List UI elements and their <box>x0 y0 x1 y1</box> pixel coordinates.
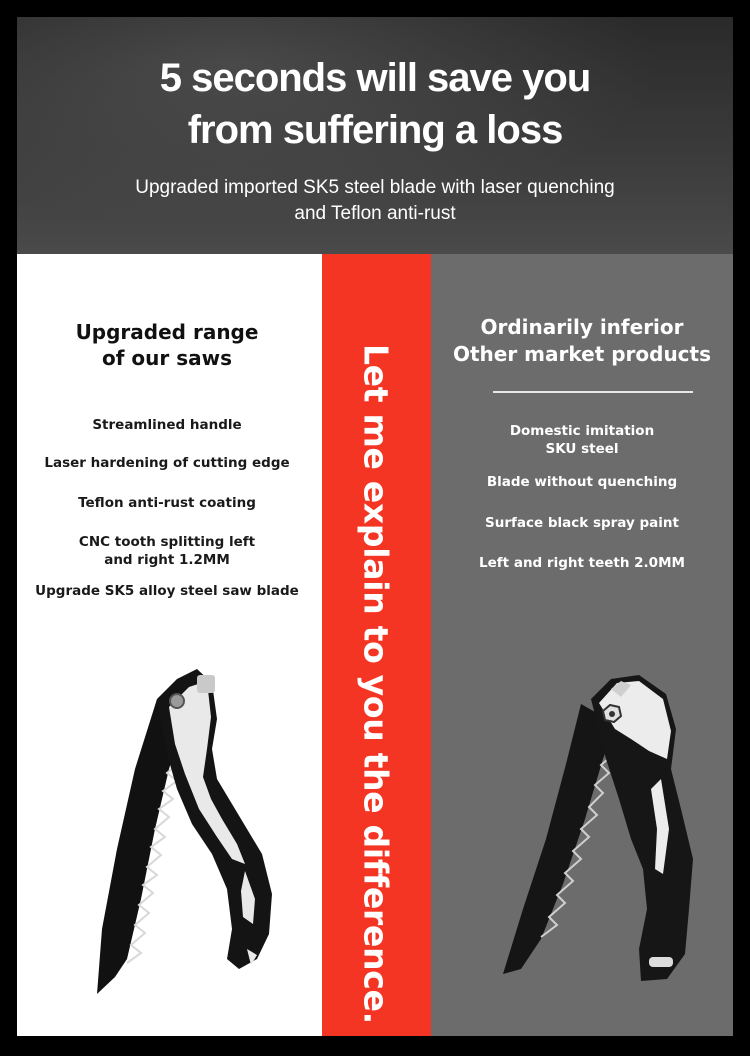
our-saw-heading-line-1: Upgraded range <box>75 320 259 344</box>
subheadline-line-2: and Teflon anti-rust <box>294 203 456 224</box>
ordinary-saw-panel <box>431 254 733 1036</box>
headline-line-2: from suffering a loss <box>187 108 563 152</box>
heading-divider <box>493 391 693 393</box>
ordinary-heading-line-2: Other market products <box>452 342 712 366</box>
header-banner <box>17 17 733 254</box>
feature-item: CNC tooth splitting left <box>78 534 256 550</box>
difference-band <box>322 254 431 1036</box>
ordinary-feature-item: SKU steel <box>545 441 619 457</box>
feature-item: Laser hardening of cutting edge <box>44 455 290 471</box>
ordinary-feature-item: Left and right teeth 2.0MM <box>479 555 685 571</box>
feature-item: Teflon anti-rust coating <box>78 495 256 511</box>
our-saw-heading-line-2: of our saws <box>102 346 232 370</box>
ordinary-heading-line-1: Ordinarily inferior <box>480 315 684 339</box>
ordinary-folding-saw-image <box>471 669 711 999</box>
headline-line-1: 5 seconds will save you <box>159 56 591 100</box>
upgraded-folding-saw-image <box>57 659 297 1009</box>
ordinary-feature-item: Surface black spray paint <box>485 515 679 531</box>
feature-item: Streamlined handle <box>92 417 242 433</box>
feature-item: and right 1.2MM <box>104 552 230 568</box>
vertical-tagline: Let me explain to you the difference. <box>356 344 396 1024</box>
ordinary-feature-item: Domestic imitation <box>509 423 655 439</box>
comparison-frame <box>17 17 733 1036</box>
ordinary-feature-item: Blade without quenching <box>486 474 678 490</box>
subheadline-line-1: Upgraded imported SK5 steel blade with laser quenching <box>135 177 615 198</box>
feature-item: Upgrade SK5 alloy steel saw blade <box>35 583 299 599</box>
our-saw-panel <box>17 254 322 1036</box>
